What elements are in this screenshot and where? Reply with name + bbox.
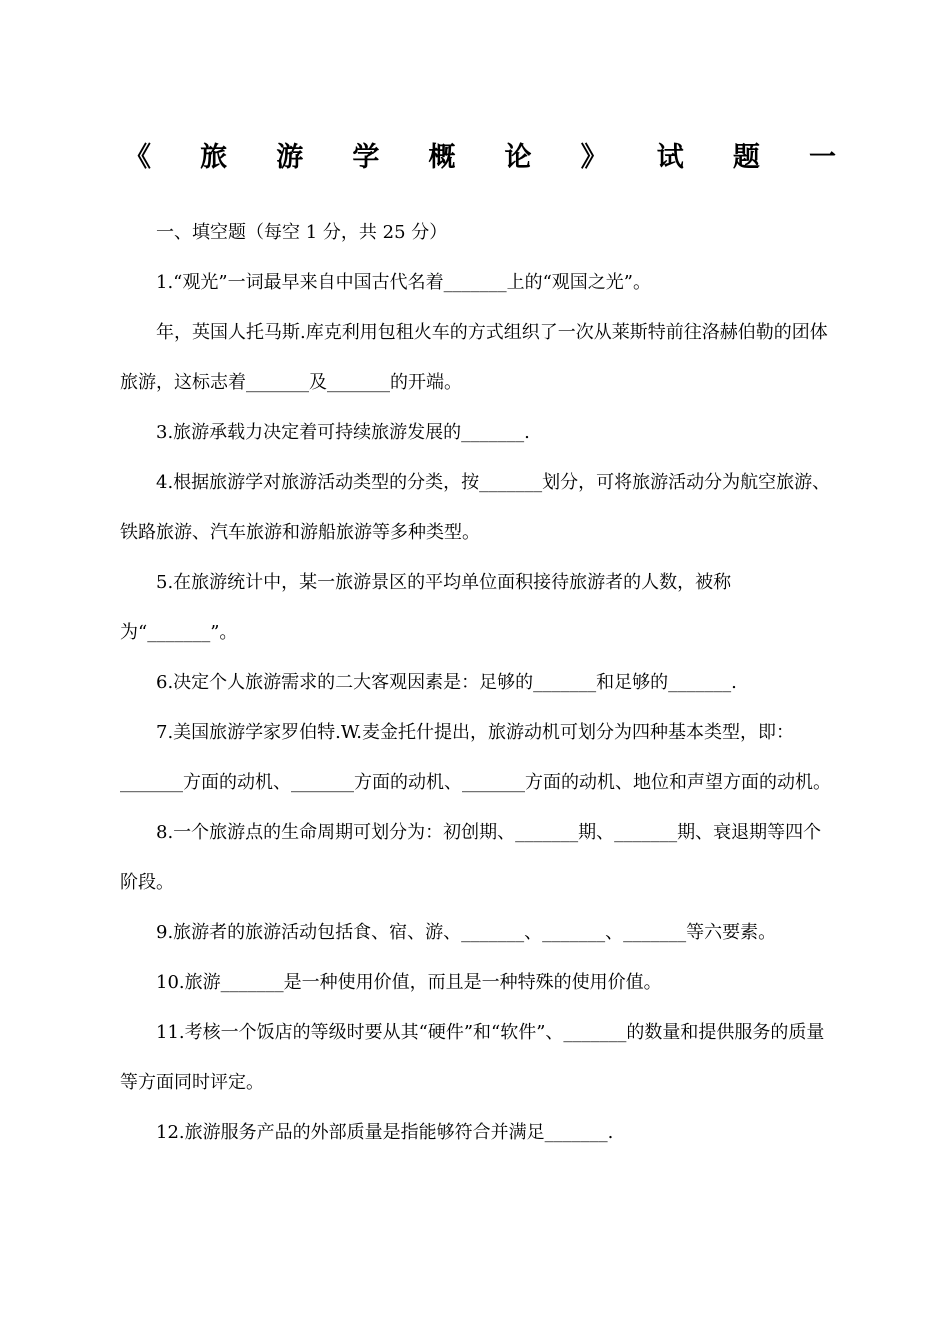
section-heading: 一、填空题（每空 1 分，共 25 分） [156,222,448,243]
title-char: 游 [276,142,304,173]
document-body [120,208,836,1158]
question-8: 8.一个旅游点的生命周期可划分为：初创期、_______期、_______期、衰退期等四个阶段。 [120,822,822,893]
title-char: 论 [504,142,532,173]
question-10: 10.旅游_______是一种使用价值，而且是一种特殊的使用价值。 [156,972,662,993]
title-char: 一 [808,142,836,173]
question-1: 1.“观光”一词最早来自中国古代名着_______上的“观国之光”。 [156,272,651,293]
question-2: 年，英国人托马斯.库克利用包租火车的方式组织了一次从莱斯特前往洛赫伯勒的团体旅游，这标志着_______及_______的开端。 [120,322,828,393]
page-title [124,136,836,180]
title-char: 概 [428,142,456,173]
title-char: 试 [656,142,684,173]
title-char: 》 [580,142,608,173]
title-char: 学 [352,142,380,173]
question-12: 12.旅游服务产品的外部质量是指能够符合并满足_______. [156,1122,614,1143]
question-7: 7.美国旅游学家罗伯特.W.麦金托什提出，旅游动机可划分为四种基本类型，即：_______方面的动机、_______方面的动机、_______方面的动机、地位和声望方面的动机。 [120,722,831,793]
question-6: 6.决定个人旅游需求的二大客观因素是：足够的_______和足够的_______. [156,672,737,693]
question-11: 11.考核一个饭店的等级时要从其“硬件”和“软件”、_______的数量和提供服务的质量等方面同时评定。 [120,1022,825,1093]
question-3: 3.旅游承载力决定着可持续旅游发展的_______. [156,422,530,443]
title-char: 题 [732,142,760,173]
title-char: 《 [124,142,151,173]
question-4: 4.根据旅游学对旅游活动类型的分类，按_______划分，可将旅游活动分为航空旅游、铁路旅游、汽车旅游和游船旅游等多种类型。 [120,472,831,543]
question-5: 5.在旅游统计中，某一旅游景区的平均单位面积接待旅游者的人数，被称为“_______”。 [120,572,732,643]
question-9: 9.旅游者的旅游活动包括食、宿、游、_______、_______、_______等六要素。 [156,922,777,943]
title-char: 旅 [200,142,228,173]
